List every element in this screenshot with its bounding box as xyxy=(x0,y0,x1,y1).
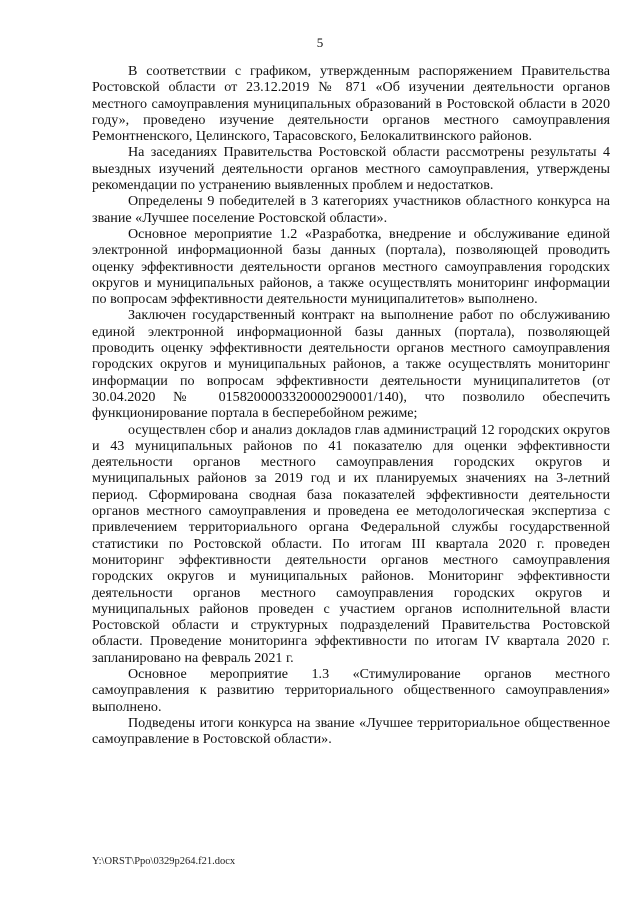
paragraph-zasedaniya-pravitelstva: На заседаниях Правительства Ростовской области рассмотрены результаты 4 выездных изучений деятельности органов местного самоуправления, утверждены рекомендации по устранению выявленных проблем и недостатков. xyxy=(92,144,610,194)
document-body xyxy=(92,63,610,747)
page-number: 5 xyxy=(316,35,324,50)
paragraph-itogi-konkursa-tos: Подведены итоги конкурса на звание «Лучшее территориальное общественное самоуправление в Ростовской области». xyxy=(92,714,610,748)
paragraph-izuchenie-deyatelnosti: В соответствии с графиком, утвержденным распоряжением Правительства Ростовской области от 23.12.2019 № 871 «Об изучении деятельности органов местного самоуправления муниципальных образований в Ростовской области в 2020 году», проведено изучение деятельности органов местного самоуправления Ремонтненского, Целинского, Тарасовского, Белокалитвинского районов. xyxy=(92,63,610,145)
paragraph-meropriyatie-1-2: Основное мероприятие 1.2 «Разработка, внедрение и обслуживание единой электронной информационной базы данных (портала), позволяющей проводить оценку эффективности деятельности органов местного самоуправления городских округов и муниципальных районов, а также осуществлять мониторинг информации по вопросам эффективности деятельности муниципалитетов» выполнено. xyxy=(92,225,610,308)
paragraph-pobediteli-konkursa: Определены 9 победителей в 3 категориях участников областного конкурса на звание «Лучшее поселение Ростовской области». xyxy=(92,193,610,226)
paragraph-meropriyatie-1-3: Основное мероприятие 1.3 «Стимулирование органов местного самоуправления к развитию территориального общественного самоуправления» выполнено. xyxy=(92,665,610,715)
paragraph-sbor-dokladov: осуществлен сбор и анализ докладов глав администраций 12 городских округов и 43 муниципальных районов по 41 показателю для оценки эффективности деятельности органов местного самоуправления городских округов и муниципальных районов за 2019 год и их планируемых значениях на 3-летний период. Сформирована сводная база показателей эффективности деятельности органов местного самоуправления и проведена ее методологическая экспертиза с привлечением территориального органа Федеральной службы государственной статистики по Ростовской области. По итогам III квартала 2020 г. проведен мониторинг эффективности деятельности органов местного самоуправления городских округов и муниципальных районов. Мониторинг эффективности деятельности органов местного самоуправления городских округов и муниципальных районов проведен с участием органов исполнительной власти Ростовской области и структурных подразделений Правительства Ростовской области. Проведение мониторинга эффективности по итогам IV квартала 2020 г. запланировано на февраль 2021 г. xyxy=(92,421,610,666)
paragraph-goskontrakt: Заключен государственный контракт на выполнение работ по обслуживанию единой электронной информационной базы данных (портала), позволяющей проводить оценку эффективности деятельности органов местного самоуправления городских округов и муниципальных районов, а также осуществлять мониторинг информации по вопросам эффективности деятельности муниципалитетов (от 30.04.2020 № 0158200003320000290001/140), что позволило обеспечить функционирование портала в бесперебойном режиме; xyxy=(92,307,610,422)
footer-file-path: Y:\ORST\Ppo\0329p264.f21.docx xyxy=(92,856,236,867)
